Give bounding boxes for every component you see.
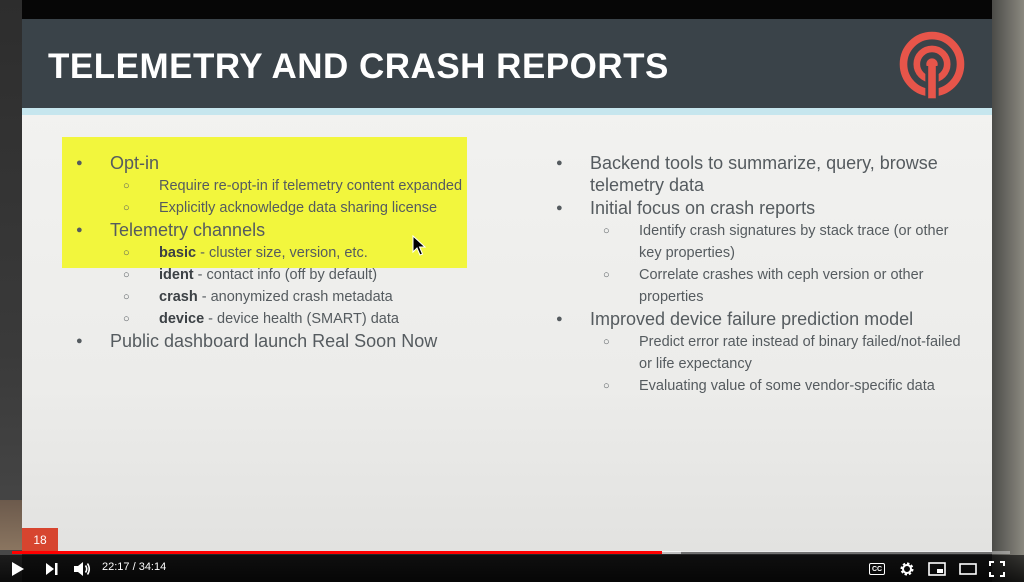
sub-bullet-channel-device (72, 308, 472, 330)
mouse-cursor-icon (412, 235, 426, 257)
bullet-public-dashboard: ● Public dashboard launch Real Soon Now (72, 330, 472, 352)
theater-icon (959, 563, 977, 575)
video-left-edge (0, 0, 22, 582)
time-display: 22:17 / 34:14 (102, 561, 167, 573)
settings-button[interactable] (896, 559, 918, 579)
bullet-telemetry-channels: ● Telemetry channels (72, 219, 472, 241)
presentation-slide (22, 0, 992, 552)
sub-bullet-predict-error-rate: ○ Predict error rate instead of binary failed/not-failed or life expectancy (552, 331, 972, 375)
sub-bullet-acknowledge-license: ○ Explicitly acknowledge data sharing license (72, 197, 472, 219)
slide-title: TELEMETRY AND CRASH REPORTS (48, 47, 669, 86)
progress-bar[interactable] (12, 551, 1010, 554)
sub-bullet-channel-ident (72, 264, 472, 286)
channel-desc: - contact info (off by default) (193, 267, 378, 283)
player-controls (0, 555, 1024, 582)
slide-number: 18 (22, 528, 58, 552)
next-icon (45, 562, 59, 576)
channel-desc: - device health (SMART) data (204, 311, 399, 327)
bullet-backend-tools: ● Backend tools to summarize, query, browse telemetry data (552, 152, 972, 196)
play-button[interactable] (8, 559, 28, 579)
slide-top-bar (22, 0, 992, 19)
channel-name: crash (159, 289, 198, 305)
sub-bullet-crash-signatures: ○ Identify crash signatures by stack trace (or other key properties) (552, 220, 972, 264)
header-accent-line (22, 108, 992, 115)
sub-bullet-correlate-crashes: ○ Correlate crashes with ceph version or other properties (552, 264, 972, 308)
bullet-crash-focus: ● Initial focus on crash reports (552, 197, 972, 219)
right-bullet-list (552, 152, 972, 397)
channel-desc: - anonymized crash metadata (197, 289, 393, 305)
bullet-opt-in: ● Opt-in (72, 152, 472, 174)
volume-icon (73, 561, 91, 577)
fullscreen-button[interactable] (986, 559, 1008, 579)
progress-played (12, 551, 662, 554)
sub-bullet-channel-crash (72, 286, 472, 308)
camera-thumbnail-strip (0, 500, 22, 550)
theater-mode-button[interactable] (956, 559, 980, 579)
miniplayer-icon (928, 562, 946, 576)
video-right-edge (992, 0, 1024, 582)
channel-name: ident (159, 267, 194, 283)
next-button[interactable] (42, 559, 62, 579)
settings-icon (899, 561, 915, 577)
channel-desc: - cluster size, version, etc. (196, 245, 368, 261)
miniplayer-button[interactable] (926, 559, 948, 579)
bullet-failure-prediction: ● Improved device failure prediction model (552, 308, 972, 330)
cc-icon: CC (869, 563, 885, 575)
sub-bullet-reopt-in: ○ Require re-opt-in if telemetry content expanded (72, 175, 472, 197)
captions-button[interactable] (866, 559, 888, 579)
sub-bullet-vendor-data: ○ Evaluating value of some vendor-specific data (552, 375, 972, 397)
channel-name: basic (159, 245, 197, 261)
ceph-logo-icon (894, 27, 970, 105)
channel-name: device (159, 311, 205, 327)
play-icon (11, 561, 25, 577)
fullscreen-icon (989, 561, 1005, 577)
slide-header (22, 19, 992, 108)
volume-button[interactable] (70, 559, 94, 579)
